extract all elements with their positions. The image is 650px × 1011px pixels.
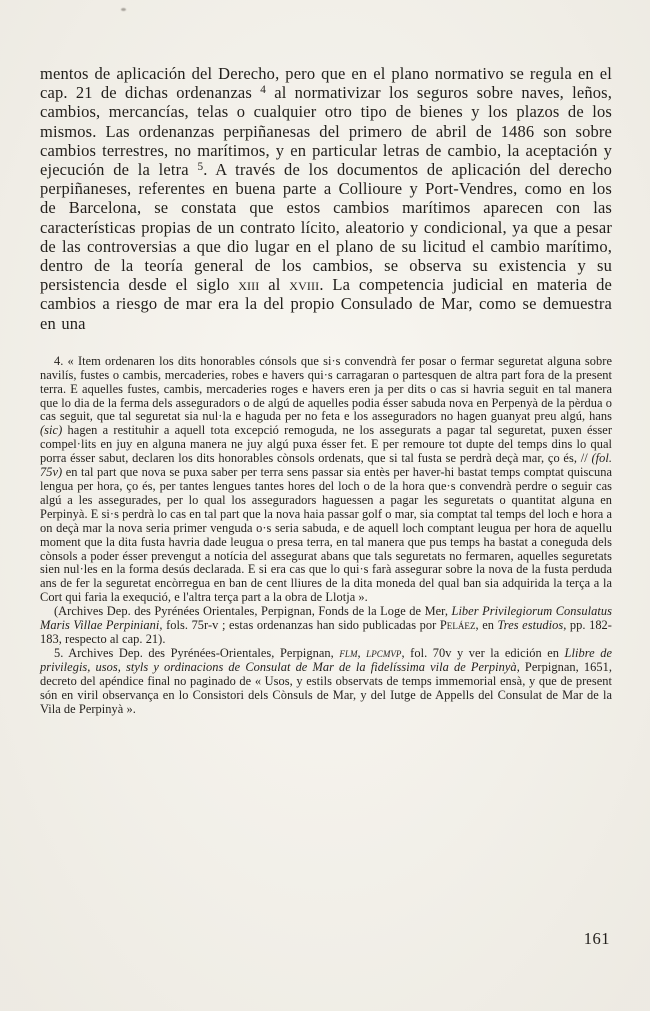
text-segment: al: [259, 275, 290, 295]
text-segment: en tal part que nova se puxa saber per terra sens passar sia entès per haver-hi bastat temps comptat quiscuna lengua per hora, ço és, per tantes lengues tantes hores del loch o de la hora que·s convendrà perdre o seguir cas algú a les assegurades, per lo qual los asseguradors haguessen a pagar les seguretats o quantitat alguna en Perpinyà. E si·s perdrà lo cas en tal part que la nova haia passar golf o mar, sia comptat tal temps del loch e hora a on deçà mar la nova seria primer venguda o·s seria sabuda, e de aquell loch comptant leugua per hora de aquellu moment que la dita fusta havria dade leugua o presa terra, en tal manera que pus temps ha bastat a coneguda dels cònsols a poder ésser prevengut a notícia del assegurat abans que tals seguretats no fermaren, aquelles seguretats sien nul·les en la forma desús declarada. E si era cas que lo qui·s farà assegurar sobre la nova de la fusta perduda ans de fer la seguretat encòrregua en ban de cent lliures de la dita moneda del qual ban sia adquirida la terça a la Cort qui faria la exequció, e l'altra terça part a la obra de Llotja ».: [40, 465, 612, 605]
text-segment: , fol. 70v y ver la edición en: [401, 645, 565, 660]
text-segment: xiii: [238, 275, 260, 295]
text-segment: (sic): [40, 423, 63, 438]
body-paragraph: [40, 64, 612, 333]
text-segment: Peláez: [439, 618, 476, 633]
text-segment: hagen a restituhir a aquell tota excepció remoguda, ne los assegurats a pagar tal seguretat, puxen ésser compel·lits en juy en alguna manera ne juy algú puxa ésser fet. E per remoure tot dupte del temps dins lo qual porra ésser sabut, declaren los dits honorables cònsols ordenats, que si tal fusta se perdrà deçà mar, ço és, //: [40, 423, 612, 466]
text-segment: mentos de aplicación del Derecho, pero que en el plano normativo se regula en el cap. 21 de dichas ordenanzas: [40, 64, 612, 103]
text-segment: (fol. 75v): [40, 451, 612, 480]
text-segment: . La competencia judicial en materia de cambios a riesgo de mar era la del propio Consulado de Mar, como se demuestra en una: [40, 275, 612, 333]
text-segment: , en: [475, 618, 498, 633]
text-segment: , Perpignan, 1651, decreto del apéndice final no paginado de « Usos, y estils observats de temps immemorial ensà, y que de present són en viril observança en lo Consistori dels Cònsuls de Mar, y del Iutge de Appells del Consulat de Mar de la Vila de Perpinyà ».: [40, 659, 612, 716]
footnotes-block: [40, 355, 612, 717]
text-segment: , fols. 75r-v ; estas ordenanzas han sido publicadas por: [159, 618, 440, 633]
text-segment: (Archives Dep. des Pyrénées Orientales, Perpignan, Fonds de la Loge de Mer,: [54, 604, 452, 619]
page-number: 161: [583, 929, 610, 948]
footnote-4-source: [40, 605, 612, 647]
footnote-5: [40, 647, 612, 717]
text-segment: Llibre de privilegis, usos, styls y ordinacions de Consulat de Mar de la fidelíssima vila de Perpinyà: [40, 645, 613, 674]
scan-artifact: [121, 8, 126, 11]
text-segment: 5: [197, 160, 204, 173]
text-segment: xviii: [289, 275, 320, 295]
main-text-block: [40, 64, 612, 333]
text-segment: 4: [260, 84, 266, 97]
text-segment: 5. Archives Dep. des Pyrénées-Orientales, Perpignan,: [54, 645, 340, 660]
text-segment: Tres estudios: [497, 618, 564, 633]
footnote-4: [40, 355, 612, 605]
text-segment: . A través de los documentos de aplicación del derecho perpiñaneses, referentes en buena parte a Collioure y Port-Vendres, como en los de Barcelona, se constata que estos cambios marítimos aparecen con las características propias de un contrato lícito, aleatorio y condicional, ya que a pesar de las controversias a que dio lugar en el plano de su licitud el cambio marítimo, dentro de la teoría general de los cambios, se observa su existencia y su persistencia desde el siglo: [40, 160, 613, 295]
text-segment: 4. « Item ordenaren los dits honorables cónsols que si·s convendrà fer posar o fermar seguretat alguna sobre navilís, fustes o cambis, mercaderies, robes e havers qui·s carragaran o partesquen de altra part fora de la present terra. E aquelles fustes, cambis, mercaderies roges e havers eren ja per dits o cas si havria seguit en tal manera que lo dia de la ferma dels asseguradors o de algú de aquelles podia ésser sabuda nova en Perpenyà de la pèrdua o cas seguit, que tal seguretat sia nul·la e haguda per no feta e los asseguradors no hagen guanyat preu algú, hans: [40, 353, 612, 424]
text-segment: , pp. 182-183, respecto al cap. 21).: [40, 618, 612, 646]
text-segment: al normativizar los seguros sobre naves, leños, cambios, mercancías, telas o cualquier otro tipo de bienes y los plazos de los mismos. Las ordenanzas perpiñanesas del primero de abril de 1486 son sobre cambios terrestres, no marítimos, y en particular letras de cambio, la aceptación y ejecución de la letra: [40, 83, 613, 180]
text-segment: flm, lpcmvp: [339, 645, 402, 660]
text-segment: Liber Privilegiorum Consulatus Maris Villae Perpiniani: [40, 604, 612, 633]
